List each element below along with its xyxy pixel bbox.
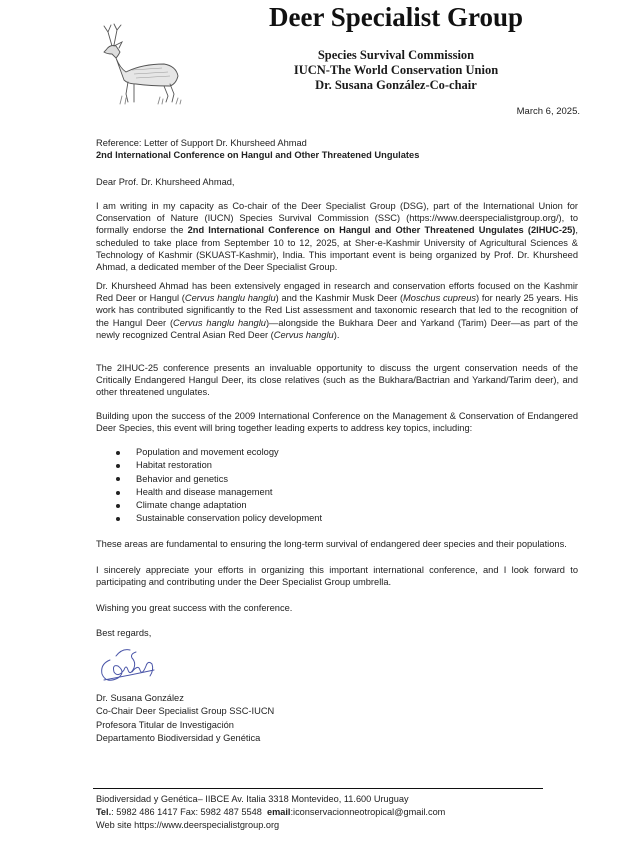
- footer-website[interactable]: Web site https://www.deerspecialistgroup.org: [96, 819, 280, 830]
- letterhead-subtitle: [0, 48, 642, 93]
- footer: [96, 793, 445, 831]
- signer-title: Co-Chair Deer Specialist Group SSC-IUCN: [96, 706, 275, 717]
- species-name: Cervus hanglu: [273, 329, 334, 340]
- signer-block: [96, 692, 274, 745]
- text-span: ) and the Kashmir Musk Deer (: [275, 293, 404, 304]
- reference-subject: 2nd International Conference on Hangul and Other Threatened Ungulates: [96, 150, 420, 161]
- bullet-icon: [116, 491, 120, 495]
- subtitle-cochair: Dr. Susana González-Co-chair: [315, 78, 477, 92]
- subtitle-commission: Species Survival Commission: [317, 48, 475, 62]
- species-name: Cervus hanglu hanglu: [173, 317, 266, 328]
- email-label: email: [266, 806, 291, 817]
- bullet-icon: [116, 451, 120, 455]
- footer-divider: [93, 788, 543, 789]
- list-item: [116, 446, 322, 459]
- conference-name: 2nd International Conference on Hangul and Other Threatened Ungulates (2IHUC-25): [187, 225, 576, 236]
- paragraph-topics-intro: Building upon the success of the 2009 International Conference on the Management & Conservation of Endangered Deer Species, this event will bring together leading experts to address key topics, including:: [96, 411, 578, 434]
- species-name: Moschus cupreus: [403, 293, 477, 304]
- topic-label: Behavior and genetics: [136, 473, 228, 484]
- paragraph-endorsement: [96, 200, 578, 273]
- topics-list: [116, 446, 322, 526]
- paragraph-fundamental: These areas are fundamental to ensuring the long-term survival of endangered deer species and their populations.: [96, 539, 567, 549]
- species-name: Cervus hanglu hanglu: [184, 293, 276, 304]
- footer-address: Biodiversidad y Genética– IIBCE Av. Italia 3318 Montevideo, 11.600 Uruguay: [96, 794, 409, 804]
- org-title: Deer Specialist Group: [269, 2, 523, 32]
- email-value[interactable]: :iconservacionneotropical@gmail.com: [290, 806, 446, 817]
- reference-block: [96, 137, 578, 161]
- text-span: )—alongside the Bukhara Deer and Yarkand (Tarim) Deer—as part of the newly recognized Central Asian Red Deer (: [96, 317, 579, 340]
- bullet-icon: [116, 477, 120, 481]
- paragraph-background: [96, 280, 578, 341]
- salutation: Dear Prof. Dr. Khursheed Ahmad,: [96, 177, 235, 187]
- signature-icon: [96, 642, 160, 686]
- signer-position: Profesora Titular de Investigación: [96, 719, 234, 730]
- paragraph-appreciation: I sincerely appreciate your efforts in organizing this important international conference, and I look forward to participating and contributing under the Deer Specialist Group umbrella.: [96, 565, 578, 588]
- text-span: I am writing in my capacity as Co-chair of the Deer Specialist Group (DSG), part of the International Union for Conservation of Nature (IUCN) Species Survival Commission (SSC) (https://www.deerspecialistgroup.org/), to formally endorse the: [96, 201, 578, 236]
- paragraph-wishes: Wishing you great success with the conference.: [96, 603, 293, 613]
- text-span: ) for nearly 25 years. His work has contributed significantly to the Red List assessment and taxonomic research that led to the recognition of the Hangul Deer (: [96, 293, 578, 328]
- text-span: , scheduled to take place from September 10 to 12, 2025, at Sher-e-Kashmir University of Agricultural Sciences & Technology of Kashmir (SKUAST-Kashmir), India. This important event is being organized by Prof. Dr. Khursheed Ahmad, a dedicated member of the Deer Specialist Group.: [96, 225, 578, 273]
- topic-label: Health and disease management: [136, 486, 273, 497]
- list-item: [116, 499, 322, 512]
- text-span: ).: [333, 329, 340, 340]
- reference-line: Reference: Letter of Support Dr. Khursheed Ahmad: [96, 138, 307, 148]
- signer-department: Departamento Biodiversidad y Genética: [96, 732, 261, 743]
- topic-label: Population and movement ecology: [136, 447, 279, 457]
- topic-label: Climate change adaptation: [136, 500, 247, 511]
- list-item: [116, 459, 322, 472]
- topic-label: Habitat restoration: [136, 460, 212, 471]
- bullet-icon: [116, 464, 120, 468]
- bullet-icon: [116, 517, 120, 521]
- text-span: Dr. Khursheed Ahmad has been extensively engaged in research and conservation efforts focused on the Kashmir Red Deer or Hangul (: [96, 281, 578, 304]
- tel-label: Tel.: [96, 806, 112, 817]
- footer-contact: [96, 806, 445, 819]
- bullet-icon: [116, 504, 120, 508]
- list-item: [116, 486, 322, 499]
- paragraph-opportunity: The 2IHUC-25 conference presents an invaluable opportunity to discuss the urgent conservation needs of the Critically Endangered Hangul Deer, its close relatives (such as the Bukhara/Bactrian and Yarkand/Tarim deer), and other threatened ungulates.: [96, 363, 578, 398]
- topic-label: Sustainable conservation policy development: [136, 513, 323, 524]
- letter-date: March 6, 2025.: [516, 106, 580, 117]
- list-item: [116, 512, 322, 525]
- signer-name: Dr. Susana González: [96, 693, 184, 703]
- closing: Best regards,: [96, 628, 152, 638]
- list-item: [116, 473, 322, 486]
- subtitle-union: IUCN-The World Conservation Union: [293, 63, 499, 77]
- tel-fax-value: : 5982 486 1417 Fax: 5982 487 5548: [111, 806, 267, 817]
